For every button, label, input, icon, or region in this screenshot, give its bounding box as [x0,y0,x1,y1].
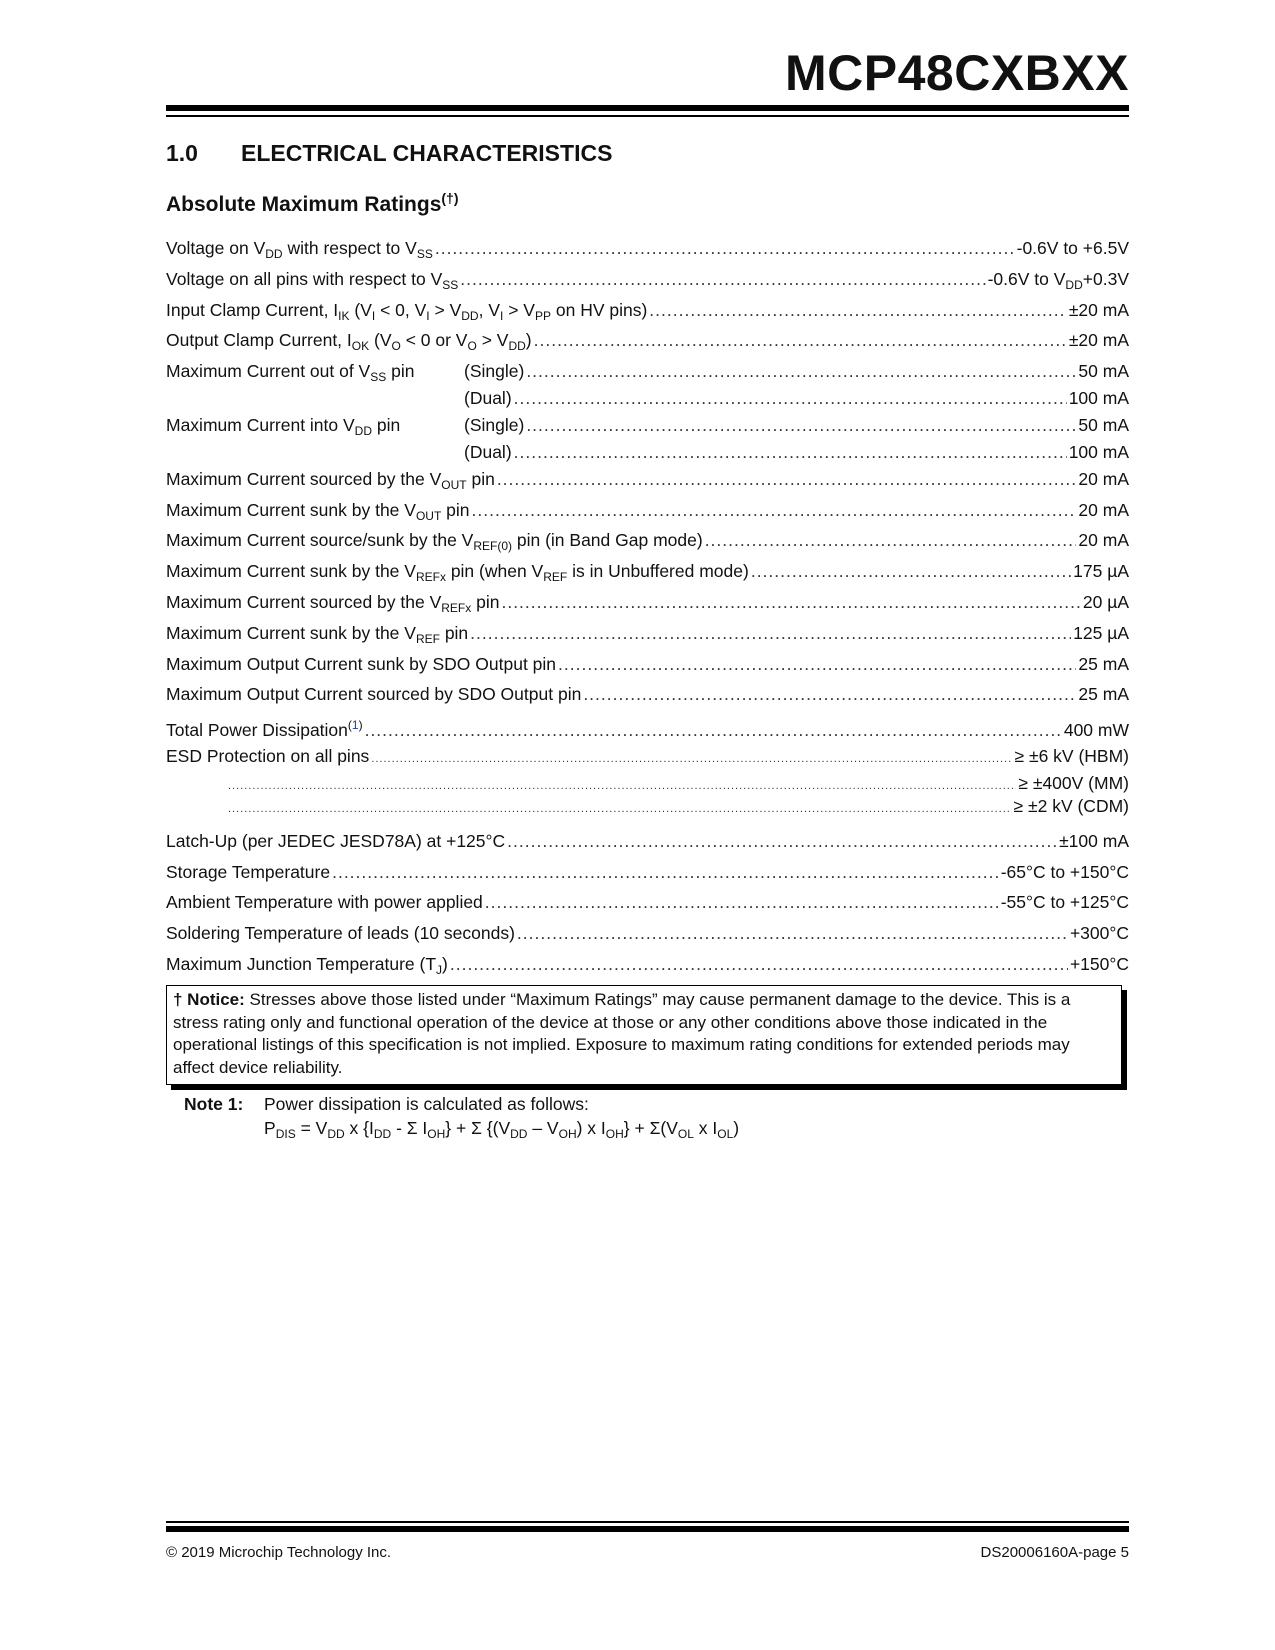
rating-label: Maximum Junction Temperature $(T_J)$ [166,953,448,977]
rating-row [166,325,1129,356]
rating-row [166,949,1129,980]
note-label: Note 1: [184,1094,244,1114]
rating-row [166,918,1129,949]
rating-label: Maximum Current out of $V_{SS}$ pin [166,361,415,385]
leader-dots [332,857,999,888]
rating-label: Output Clamp Current, $I_{OK}$ ($V_O < 0$ or $V_O > V_{DD}$) [166,330,532,354]
rating-row [166,887,1129,918]
variant-label: (Single) [464,414,525,435]
rating-label: Maximum Current sunk by the $V_{REFx}$ pin (when $V_{REF}$ is in Unbuffered mode) [166,561,749,585]
leader-dots [470,618,1071,649]
rating-label: Input Clamp Current, $I_{IK}$ ($V_I < 0$, $V_I > V_{DD}$, $V_I > V_{PP}$ on HV pins) [166,299,648,323]
rating-row [166,857,1129,888]
rating-value: ±20 mA [1068,299,1129,320]
document-title: MCP48CXBXX [785,45,1129,101]
leader-dots [534,325,1067,356]
note-text: Power dissipation is calculated as follows: [264,1094,589,1114]
leader-dots [228,795,1012,821]
rating-value: 25 mA [1078,684,1129,705]
leader-dots [526,410,1076,441]
rating-value: ±20 mA [1068,330,1129,351]
rating-value: 50 mA [1078,361,1129,382]
ratings-list [166,233,1129,980]
rating-value: ≥ ±2 kV (CDM) [1013,795,1129,816]
footnote-link[interactable]: 1 [351,718,359,733]
footer-rule-thin [166,1521,1129,1523]
section-heading [166,140,612,167]
leader-dots [507,826,1057,857]
copyright: © 2019 Microchip Technology Inc. [166,1544,392,1561]
rating-label: Voltage on $V_{DD}$ with respect to $V_{SS}$ [166,238,433,261]
rating-row [166,587,1129,618]
header-rule-thick [166,105,1129,111]
rating-value: 400 mW [1063,719,1129,740]
rating-label: Soldering Temperature of leads (10 seconds) [166,923,515,944]
rating-label: Latch-Up (per JEDEC JESD78A) at +125°C [166,830,506,851]
rating-value: 25 mA [1078,653,1129,674]
rating-label: Storage Temperature [166,861,331,882]
rating-value: 20 mA [1078,499,1129,520]
rating-value: 100 mA [1068,441,1129,462]
rating-value: -0.6V to $V_{DD}+0.3V$ [987,268,1129,292]
leader-dots [371,741,1012,775]
rating-value: 20 µA [1082,591,1129,612]
rating-value: 20 mA [1078,468,1129,489]
rating-row [166,795,1129,818]
subsection-title: Absolute Maximum Ratings [166,193,442,216]
rating-value: -0.6V to +6.5V [1016,238,1129,258]
rating-row [166,772,1129,795]
rating-label: Maximum Current sourced by the $V_{OUT}$ pin [166,468,495,492]
rating-label: Maximum Current sourced by the $V_{REFx}$ pin [166,591,500,615]
header-rule-thin [166,115,1129,117]
rating-label: Maximum Current sunk by the $V_{OUT}$ pin [166,499,470,523]
rating-row [166,826,1129,857]
leader-dots [514,387,1067,410]
rating-label: Voltage on all pins with respect to $V_{SS}$ [166,268,459,292]
rating-row [166,233,1129,264]
variant-label: (Dual) [464,387,512,408]
rating-label: Maximum Output Current sourced by SDO Output pin [166,684,582,705]
dagger-mark: (†) [441,190,459,206]
rating-row [166,356,1129,387]
subsection-heading [166,190,459,217]
rating-value: ≥ ±400V (MM) [1018,772,1129,793]
leader-dots [526,356,1076,387]
leader-dots [583,679,1076,710]
power-equation: $P_{DIS} = V_{DD}$ x {$I_{DD}$ - Σ $I_{OH}\} + \Sigma$ {$(V_{DD} - V_{OH})$ x $I_{OH}\} + \Sigma(V_{OL}$ x $I_{OL}$) [264,1118,740,1141]
leader-dots [558,649,1076,680]
rating-row [166,525,1129,556]
leader-dots [435,233,1015,264]
leader-dots [485,887,999,918]
leader-dots [472,495,1077,526]
leader-dots [501,587,1080,618]
rating-row [166,556,1129,587]
page-number: DS20006160A-page 5 [980,1544,1129,1561]
rating-value: 20 mA [1078,530,1129,551]
rating-row [166,710,1129,741]
variant-label: (Single) [464,361,525,382]
rating-row [166,410,1129,441]
rating-row [166,264,1129,295]
rating-label: Maximum Current into $V_{DD}$ pin [166,414,401,438]
leader-dots [517,918,1068,949]
rating-value: 100 mA [1068,387,1129,408]
rating-row [166,618,1129,649]
rating-row [166,495,1129,526]
rating-label: Ambient Temperature with power applied [166,892,483,913]
section-title: ELECTRICAL CHARACTERISTICS [241,140,613,166]
rating-value: +300°C [1069,923,1129,944]
leader-dots [497,464,1077,495]
rating-row [166,295,1129,326]
rating-value: -55°C to +125°C [1000,892,1129,913]
notice-box [166,985,1122,1085]
rating-label: Maximum Current sunk by the $V_{REF}$ pin [166,622,469,646]
rating-label: Total Power Dissipation$^{(1)}$ [166,718,363,740]
rating-row [166,387,1129,410]
rating-label: ESD Protection on all pins [166,745,370,766]
rating-row [166,679,1129,710]
rating-value: ≥ ±6 kV (HBM) [1014,745,1129,766]
rating-row [166,741,1129,772]
rating-label: Maximum Output Current sunk by SDO Output pin [166,653,557,674]
notice-label: † Notice: [173,990,245,1009]
rating-row [166,649,1129,680]
leader-dots [460,264,985,295]
leader-dots [514,441,1067,464]
rating-row [166,441,1129,464]
leader-dots [649,295,1067,326]
rating-value: +150°C [1069,953,1129,974]
section-number: 1.0 [166,140,198,166]
notice-text: Stresses above those listed under “Maximum Ratings” may cause permanent damage to the device. This is a stress rating only and functional operation of the device at those or any other conditions above those indicated in the operational listings of this specification is not implied. Exposure to maximum rating conditions for extended periods may affect device reliability. [173,990,1071,1077]
footer-rule-thick [166,1526,1129,1532]
rating-label: Maximum Current source/sunk by the $V_{REF(0)}$ pin (in Band Gap mode) [166,530,703,554]
rating-row [166,464,1129,495]
rating-value: -65°C to +150°C [1000,861,1129,882]
leader-dots [705,525,1077,556]
note-1 [184,1092,739,1140]
leader-dots [751,556,1071,587]
rating-value: 50 mA [1078,414,1129,435]
leader-dots [450,949,1068,980]
variant-label: (Dual) [464,441,512,462]
rating-value: 175 µA [1073,561,1129,582]
rating-value: ±100 mA [1059,830,1129,851]
rating-value: 125 µA [1073,622,1129,643]
